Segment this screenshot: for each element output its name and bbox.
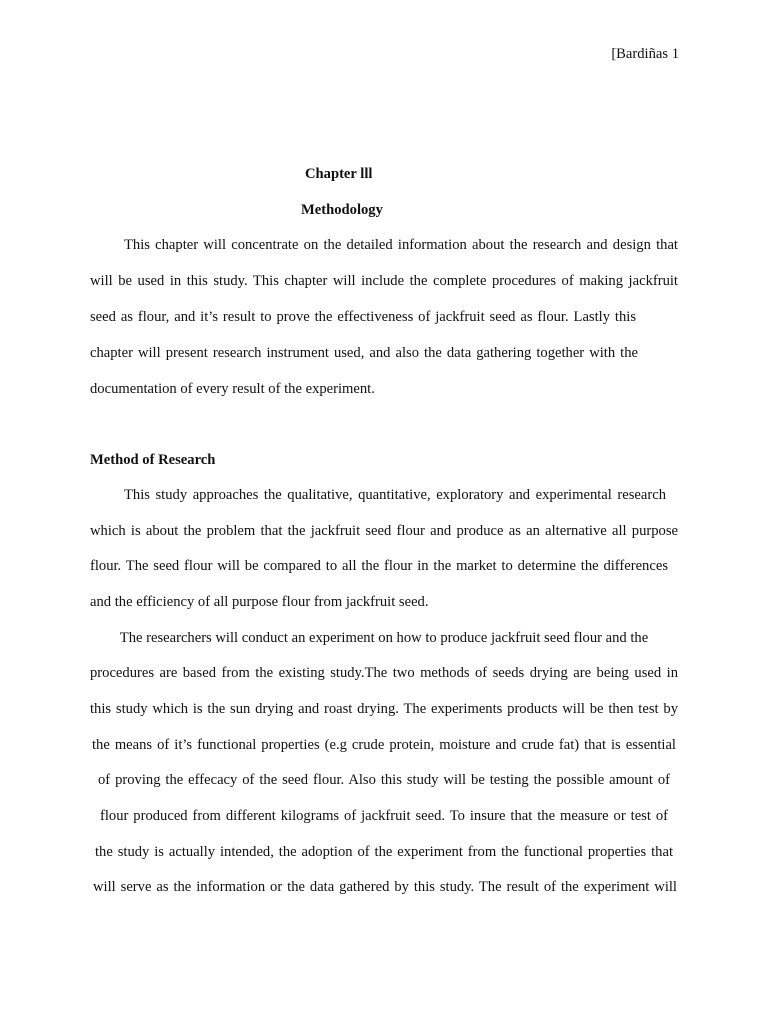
running-header: [Bardiñas 1 [611,46,679,62]
para2-line: the means of it’s functional properties (e.g crude protein, moisture and crude fat) that is essential [92,737,676,753]
para1-line: and the efficiency of all purpose flour from jackfruit seed. [90,594,429,610]
para2-line: will serve as the information or the data gathered by this study. The result of the experiment will [93,879,677,895]
chapter-number: Chapter lll [305,166,373,182]
intro-line: chapter will present research instrument used, and also the data gathering together with the [90,345,638,361]
para1-line: flour. The seed flour will be compared to all the flour in the market to determine the differences [90,558,668,574]
para2-line: procedures are based from the existing study.The two methods of seeds drying are being used in [90,665,678,681]
para2-line: this study which is the sun drying and roast drying. The experiments products will be then test by [90,701,678,717]
para2-line: of proving the effecacy of the seed flour. Also this study will be testing the possible amount of [98,772,670,788]
para1-line: This study approaches the qualitative, quantitative, exploratory and experimental research [124,487,666,503]
intro-line: documentation of every result of the experiment. [90,381,375,397]
para2-line: The researchers will conduct an experiment on how to produce jackfruit seed flour and the [119,630,649,646]
intro-line: seed as flour, and it’s result to prove the effectiveness of jackfruit seed as flour. Lastly this [90,309,636,325]
para2-line: the study is actually intended, the adoption of the experiment from the functional properties that [95,844,673,860]
section-heading: Method of Research [90,452,216,468]
chapter-title: Methodology [301,202,383,218]
intro-line: will be used in this study. This chapter will include the complete procedures of making jackfruit [90,273,678,289]
para2-line: flour produced from different kilograms of jackfruit seed. To insure that the measure or test of [100,808,668,824]
intro-line: This chapter will concentrate on the detailed information about the research and design that [124,237,678,253]
para1-line: which is about the problem that the jackfruit seed flour and produce as an alternative all purpose [90,523,678,539]
